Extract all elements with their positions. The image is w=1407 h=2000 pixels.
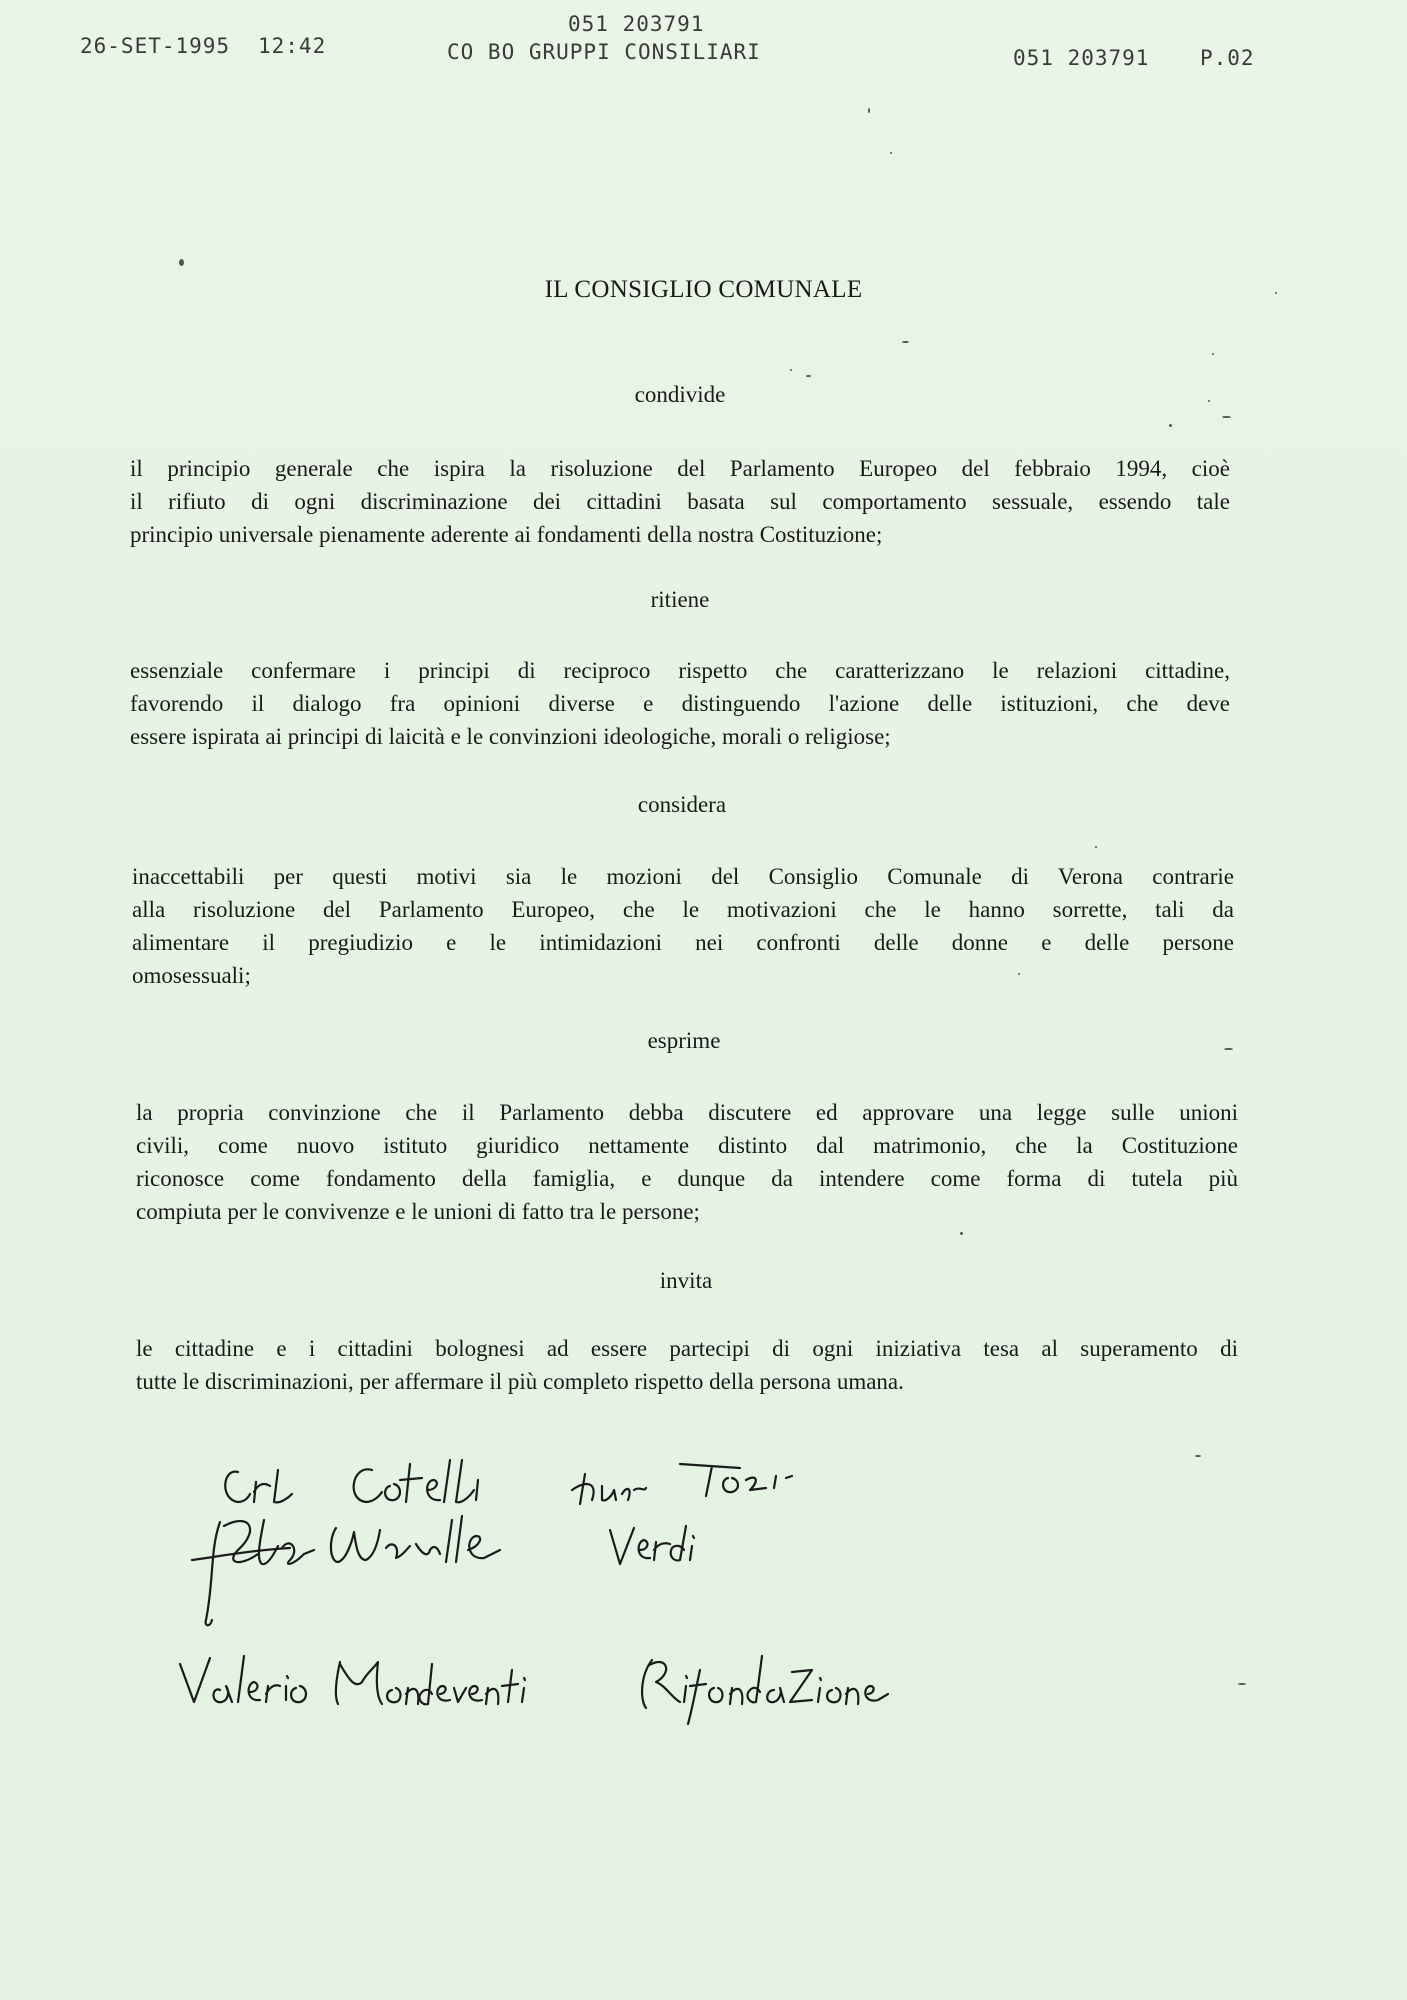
paragraph-line: riconosce come fondamento della famiglia, e dunque da intendere come forma di tutela più	[136, 1166, 1238, 1191]
fax-time: 12:42	[258, 34, 327, 58]
section-verb-ritiene: ritiene	[650, 587, 710, 612]
section-verb-considera: considera	[637, 792, 727, 817]
section-verb-invita: invita	[659, 1268, 713, 1293]
section-paragraph-condivide	[130, 452, 1230, 551]
paragraph-line: civili, come nuovo istituto giuridico nettamente distinto dal matrimonio, che la Costituzione	[136, 1133, 1238, 1158]
section-verb-condivide: condivide	[634, 382, 726, 407]
section-verb-esprime: esprime	[647, 1028, 721, 1053]
paragraph-line: essere ispirata ai principi di laicità e le convinzioni ideologiche, morali o religiose;	[130, 724, 891, 749]
paragraph-line: compiuta per le convivenze e le unioni di fatto tra le persone;	[136, 1199, 700, 1224]
section-paragraph-ritiene	[130, 654, 1230, 753]
paragraph-line: essenziale confermare i principi di reciproco rispetto che caratterizzano le relazioni cittadine,	[130, 658, 1230, 683]
paragraph-line: le cittadine e i cittadini bolognesi ad essere partecipi di ogni iniziativa tesa al superamento di	[136, 1336, 1238, 1361]
section-paragraph-invita	[136, 1332, 1238, 1398]
paragraph-line: inaccettabili per questi motivi sia le mozioni del Consiglio Comunale di Verona contrarie	[132, 864, 1234, 889]
paragraph-line: alla risoluzione del Parlamento Europeo, che le motivazioni che le hanno sorrette, tali da	[132, 897, 1234, 922]
document-title: IL CONSIGLIO COMUNALE	[544, 276, 863, 303]
signature-row-3	[180, 1656, 888, 1724]
handwritten-signatures	[140, 1450, 1000, 1730]
paragraph-line: la propria convinzione che il Parlamento debba discutere ed approvare una legge sulle unioni	[136, 1100, 1238, 1125]
fax-date: 26-SET-1995	[80, 34, 231, 58]
paragraph-line: alimentare il pregiudizio e le intimidazioni nei confronti delle donne e delle persone	[132, 930, 1234, 955]
paragraph-line: il rifiuto di ogni discriminazione dei cittadini basata sul comportamento sessuale, essendo tale	[130, 489, 1230, 514]
signature-row-2	[192, 1516, 694, 1625]
paragraph-line: principio universale pienamente aderente ai fondamenti della nostra Costituzione;	[130, 522, 883, 547]
paragraph-line: tutte le discriminazioni, per affermare il più completo rispetto della persona umana.	[136, 1369, 904, 1394]
paragraph-line: omosessuali;	[132, 963, 251, 988]
section-paragraph-esprime	[136, 1096, 1238, 1228]
fax-sender: CO BO GRUPPI CONSILIARI	[447, 40, 761, 64]
fax-page-number: P.02	[1200, 46, 1255, 70]
fax-number-top: 051 203791	[568, 12, 705, 36]
section-paragraph-considera	[132, 860, 1234, 992]
signature-row-1	[225, 1460, 792, 1504]
fax-number-right: 051 203791	[1013, 46, 1150, 70]
paragraph-line: il principio generale che ispira la risoluzione del Parlamento Europeo del febbraio 1994, cioè	[130, 456, 1230, 481]
paragraph-line: favorendo il dialogo fra opinioni diverse e distinguendo l'azione delle istituzioni, che deve	[130, 691, 1230, 716]
